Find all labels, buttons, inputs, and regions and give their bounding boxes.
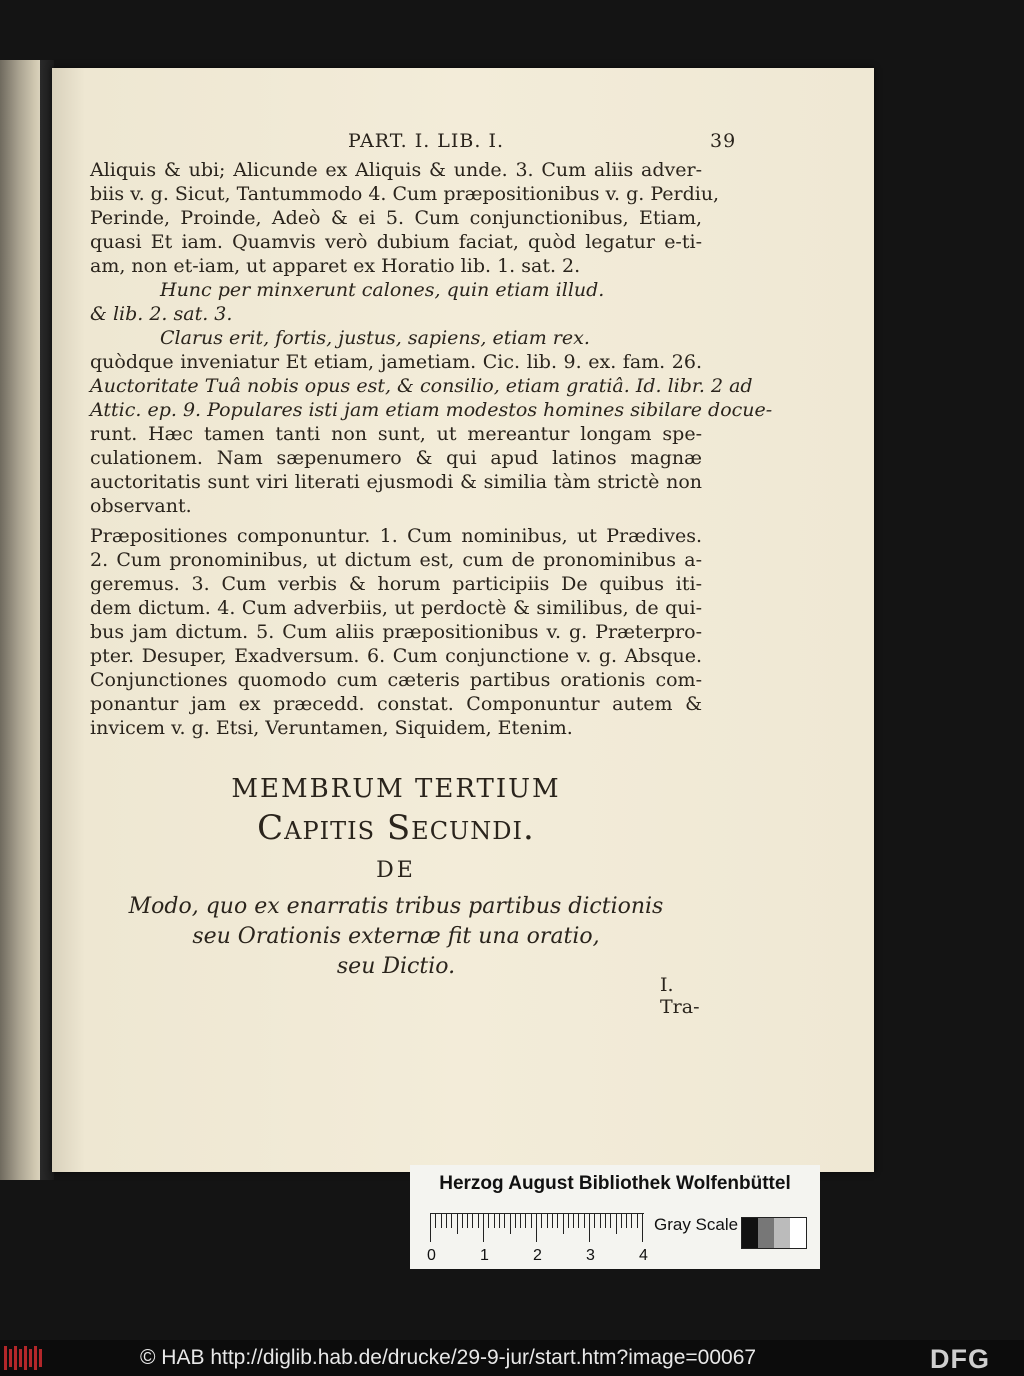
ruler-number: 1	[480, 1247, 489, 1264]
ruler-tick	[494, 1214, 495, 1228]
ruler-tick	[642, 1214, 643, 1242]
footer-bar	[0, 1340, 1024, 1376]
dfg-logo-icon[interactable]: DFG	[930, 1344, 990, 1374]
running-head: PART. I. LIB. I.	[348, 130, 504, 152]
text-line: geremus. 3. Cum verbis & horum participiis De quibus iti-	[90, 573, 702, 595]
text-line: Perinde, Proinde, Adeò & ei 5. Cum conjunctionibus, Etiam,	[90, 207, 702, 229]
text-line: Conjunctiones quomodo cum cæteris partibus orationis com-	[90, 669, 702, 691]
ruler-tick	[536, 1214, 537, 1242]
logo-bar	[4, 1346, 7, 1370]
ruler-tick	[589, 1214, 590, 1242]
text-line: dem dictum. 4. Cum adverbiis, ut perdoctè & similibus, de qui-	[90, 597, 702, 619]
heading-de: DE	[376, 858, 416, 883]
subtitle-line: seu Dictio.	[336, 954, 456, 979]
text-line: quòdque inveniatur Et etiam, jametiam. Cic. lib. 9. ex. fam. 26.	[90, 351, 702, 373]
ruler-tick	[483, 1214, 484, 1242]
text-line: invicem v. g. Etsi, Veruntamen, Siquidem, Etenim.	[90, 717, 573, 739]
ruler-tick	[478, 1214, 479, 1228]
ruler-tick	[504, 1214, 505, 1228]
text-line: biis v. g. Sicut, Tantummodo 4. Cum præpositionibus v. g. Perdiu,	[90, 183, 720, 205]
text-line: & lib. 2. sat. 3.	[90, 303, 233, 325]
ruler-tick	[631, 1214, 632, 1228]
gray-swatch	[742, 1218, 758, 1248]
logo-bar	[14, 1346, 17, 1370]
ruler-tick	[600, 1214, 601, 1228]
ruler-tick	[510, 1214, 511, 1234]
logo-bar	[39, 1349, 42, 1367]
gray-swatch	[758, 1218, 774, 1248]
ruler-tick	[515, 1214, 516, 1228]
ruler-tick	[441, 1214, 442, 1228]
text-line: Præpositiones componuntur. 1. Cum nominibus, ut Prædives.	[90, 525, 702, 547]
ruler-tick	[605, 1214, 606, 1228]
logo-bar	[19, 1349, 22, 1367]
gray-scale-label: Gray Scale	[654, 1215, 739, 1234]
ruler-tick	[637, 1214, 638, 1228]
ruler-tick	[525, 1214, 526, 1228]
text-line: observant.	[90, 495, 192, 517]
page-number: 39	[710, 130, 737, 152]
ruler-tick	[472, 1214, 473, 1228]
ruler-tick	[610, 1214, 611, 1228]
ruler-tick	[557, 1214, 558, 1228]
text-line: pter. Desuper, Exadversum. 6. Cum conjunctione v. g. Absque.	[90, 645, 702, 667]
text-line: 2. Cum pronominibus, ut dictum est, cum de pronominibus a-	[90, 549, 702, 571]
text-line: runt. Hæc tamen tanti non sunt, ut mereantur longam spe-	[90, 423, 702, 445]
color-scale-card	[410, 1165, 820, 1269]
ruler-tick	[563, 1214, 564, 1234]
gray-swatch	[790, 1218, 806, 1248]
text-line: Aliquis & ubi; Alicunde ex Aliquis & unde. 3. Cum aliis adver-	[90, 159, 702, 181]
ruler-tick	[626, 1214, 627, 1228]
text-line: Auctoritate Tuâ nobis opus est, & consilio, etiam gratiâ. Id. libr. 2 ad	[90, 375, 753, 397]
ruler-tick	[541, 1214, 542, 1228]
ruler-tick	[531, 1214, 532, 1228]
text-line: Hunc per minxerunt calones, quin etiam illud.	[160, 279, 605, 301]
ruler	[430, 1213, 644, 1242]
ruler-tick	[435, 1214, 436, 1228]
ruler-tick	[552, 1214, 553, 1228]
subtitle-line: seu Orationis externæ fit una oratio,	[192, 924, 600, 949]
logo-bar	[29, 1349, 32, 1367]
copyright-url[interactable]: © HAB http://diglib.hab.de/drucke/29-9-jur/start.htm?image=00067	[140, 1346, 757, 1369]
ruler-number: 2	[533, 1247, 542, 1264]
library-name: Herzog August Bibliothek Wolfenbüttel	[439, 1173, 791, 1194]
ruler-tick	[430, 1214, 431, 1242]
ruler-tick	[594, 1214, 595, 1228]
text-line: Clarus erit, fortis, justus, sapiens, etiam rex.	[160, 327, 590, 349]
text-line: ponantur jam ex præcedd. constat. Componuntur autem &	[90, 693, 702, 715]
logo-bar	[9, 1349, 12, 1367]
ruler-tick	[573, 1214, 574, 1228]
ruler-tick	[457, 1214, 458, 1234]
ruler-tick	[568, 1214, 569, 1228]
ruler-tick	[467, 1214, 468, 1228]
ruler-tick	[446, 1214, 447, 1228]
ruler-tick	[462, 1214, 463, 1228]
ruler-number: 0	[427, 1247, 436, 1264]
logo-bar	[34, 1346, 37, 1370]
ruler-tick	[584, 1214, 585, 1228]
gray-swatch	[774, 1218, 790, 1248]
text-line: auctoritatis sunt viri literati ejusmodi & similia tàm strictè non	[90, 471, 702, 493]
text-line: bus jam dictum. 5. Cum aliis præpositionibus v. g. Præterpro-	[90, 621, 702, 643]
subtitle-line: Modo, quo ex enarratis tribus partibus dictionis	[128, 894, 664, 919]
heading-membrum: MEMBRUM TERTIUM	[231, 774, 561, 804]
ruler-number: 3	[586, 1247, 595, 1264]
ruler-tick	[616, 1214, 617, 1234]
gray-scale-swatches	[741, 1217, 807, 1249]
text-line: am, non et-iam, ut apparet ex Horatio lib. 1. sat. 2.	[90, 255, 581, 277]
ruler-tick	[547, 1214, 548, 1228]
ruler-tick	[451, 1214, 452, 1228]
text-line: Attic. ep. 9. Populares isti jam etiam modestos homines sibilare docue-	[90, 399, 773, 421]
ruler-tick	[578, 1214, 579, 1228]
ruler-number: 4	[639, 1247, 648, 1264]
heading-capitis: Capitis Secundi.	[257, 808, 535, 848]
ruler-tick	[621, 1214, 622, 1228]
hab-logo-icon[interactable]	[4, 1346, 46, 1370]
catchword: I. Tra-	[660, 974, 700, 1018]
book-page	[52, 68, 874, 1172]
ruler-tick	[520, 1214, 521, 1228]
text-line: quasi Et iam. Quamvis verò dubium faciat, quòd legatur e-ti-	[90, 231, 702, 253]
ruler-tick	[499, 1214, 500, 1228]
text-line: culationem. Nam sæpenumero & qui apud latinos magnæ	[90, 447, 702, 469]
ruler-tick	[488, 1214, 489, 1228]
logo-bar	[24, 1346, 27, 1370]
